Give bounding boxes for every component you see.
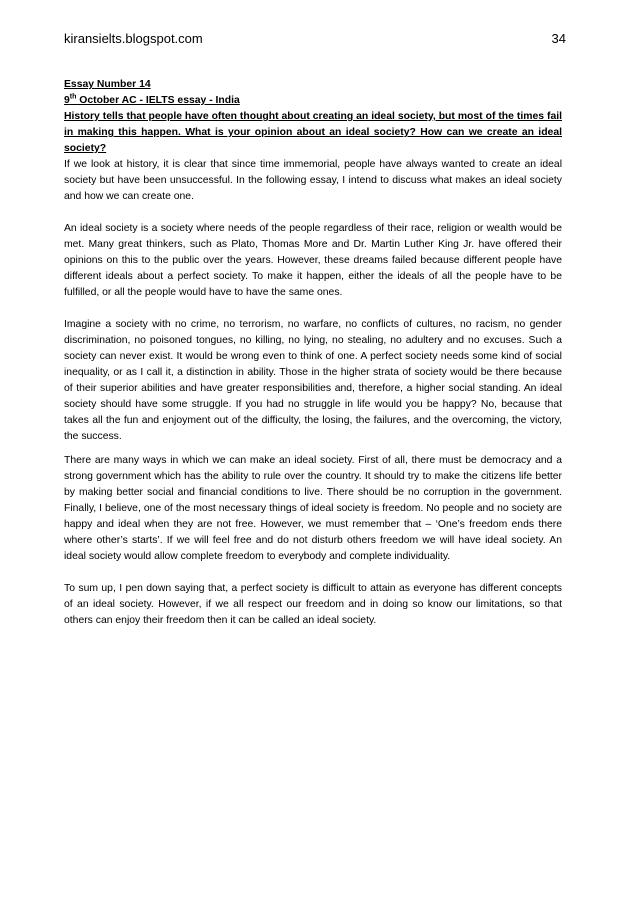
paragraph-intro: If we look at history, it is clear that since time immemorial, people have always wanted to create an ideal society but have been unsuccessful. In the following essay, I intend to discuss what makes an ideal society and how we can create one.: [64, 159, 562, 202]
page-header: [64, 30, 566, 48]
date-suffix: th: [69, 93, 77, 101]
paragraph-ways: There are many ways in which we can make an ideal society. First of all, there must be democracy and a strong government which has the ability to rule over the country. It should try to make the citizens life better by making better social and financial conditions to live. There should be no corruption in the government. Finally, I believe, one of the most necessary things of ideal society is freedom. No people and no society are happy and ideal when they are not free. However, we must remember that – ‘One’s freedom ends there where other’s starts’. If we will feel free and do not disturb others freedom we will have ideal society. An ideal society would allow complete freedom to everybody and complete individuality.: [64, 455, 562, 562]
header-site-name: kiransielts.blogspot.com: [64, 31, 203, 46]
paragraph-gap: [64, 301, 562, 317]
essay-question: History tells that people have often thought about creating an ideal society, but most of the times fail in making this happen. What is your opinion about an ideal society? How can we create an ideal society?: [64, 111, 562, 154]
essay-date: [64, 93, 562, 109]
page-number: 34: [551, 31, 566, 46]
date-day: 9: [64, 95, 70, 106]
date-rest: October AC - IELTS essay - India: [76, 95, 240, 106]
paragraph-gap: [64, 565, 562, 581]
paragraph-imagine: Imagine a society with no crime, no terrorism, no warfare, no conflicts of cultures, no racism, no gender discrimination, no poisoned tongues, no killing, no lying, no stealing, no adultery and no excuses. Such a society can never exist. It would be wrong even to think of one. A perfect society needs some kind of social inequality, or as I call it, a distinction in ability. Those in the higher strata of society would be there because of their superior abilities and have greater responsibilities and, therefore, a higher social standing. An ideal society should have some struggle. If you had no struggle in life would you be happy? No, because that takes all the fun and enjoyment out of the difficulty, the losing, the failures, and the overcoming, the victory, the success.: [64, 319, 562, 442]
essay-number: Essay Number 14: [64, 79, 151, 90]
essay-content: [64, 77, 562, 629]
paragraph-gap: [64, 205, 562, 221]
paragraph-conclusion: To sum up, I pen down saying that, a perfect society is difficult to attain as everyone has different concepts of an ideal society. However, if we all respect our freedom and in doing so know our limitations, so that others can enjoy their freedom then it can be called an ideal society.: [64, 583, 562, 626]
paragraph-gap: [64, 445, 562, 453]
paragraph-definition: An ideal society is a society where needs of the people regardless of their race, religion or wealth would be met. Many great thinkers, such as Plato, Thomas More and Dr. Martin Luther King Jr. have offered their opinions on this to the public over the years. However, these dreams failed because different people have different ideals about a perfect society. To make it happen, either the ideals of all the people have to be fulfilled, or all the people would have to have the same ones.: [64, 223, 562, 298]
